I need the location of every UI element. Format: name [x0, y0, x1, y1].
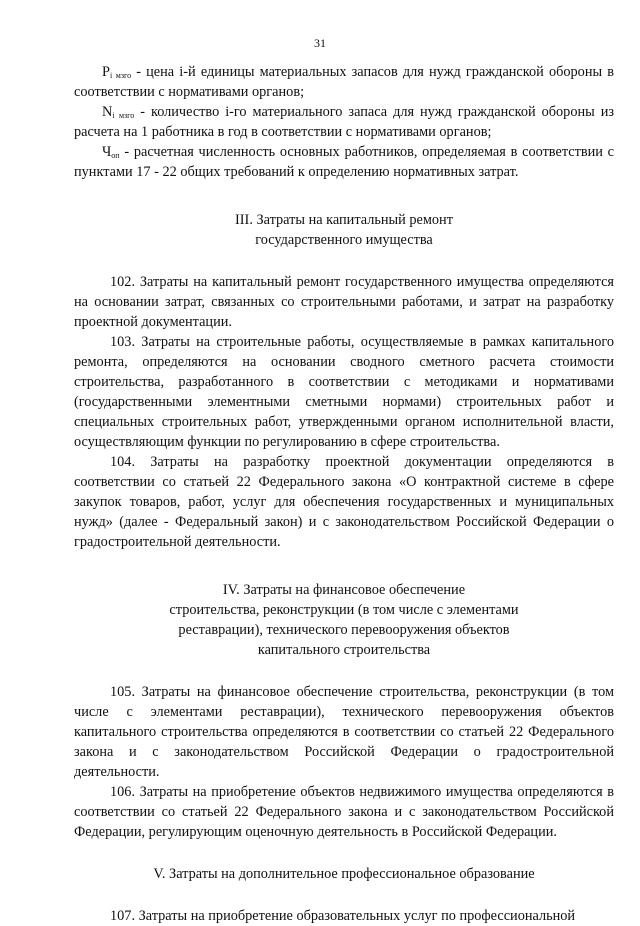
definition-n-quantity — [74, 102, 614, 142]
section-4-heading-line-3: реставрации), технического перевооружения объектов — [178, 622, 510, 638]
paragraph-104: 104. Затраты на разработку проектной документации определяются в соответствии со статьей 22 Федерального закона «О контрактной системе в сфере закупок товаров, работ, услуг для обеспечения государственных и муниципальных нужд» (далее - Федеральный закон) и с законодательством Российской Федерации о градостроительной деятельности. — [74, 454, 614, 550]
section-3-heading-line-1: III. Затраты на капитальный ремонт — [235, 212, 453, 228]
symbol-n-subscript: i мзго — [112, 111, 135, 120]
section-5-heading: V. Затраты на дополнительное профессиональное образование — [153, 866, 535, 882]
paragraph-107-container — [74, 906, 614, 926]
paragraph-105: 105. Затраты на финансовое обеспечение строительства, реконструкции (в том числе с элементами реставрации), технического перевооружения объектов капитального строительства определяются в соответствии со статьей 22 Федерального закона и с законодательством Российской Федерации о градостроительной деятельности. — [74, 684, 614, 780]
section-3-heading-line-2: государственного имущества — [255, 232, 433, 248]
symbol-n: N — [102, 104, 113, 120]
section-4-heading-line-1: IV. Затраты на финансовое обеспечение — [222, 582, 466, 598]
definition-n-text: - количество i-го материального запаса для нужд гражданской обороны из расчета на 1 работника в год в соответствии с нормативами органов; — [74, 104, 614, 140]
definition-ch-headcount — [74, 142, 614, 182]
paragraph-107: 107. Затраты на приобретение образовательных услуг по профессиональной — [110, 908, 576, 924]
paragraph-102: 102. Затраты на капитальный ремонт государственного имущества определяются на основании затрат, связанных со строительными работами, и затрат на разработку проектной документации. — [74, 274, 614, 330]
section-4-heading-line-2: строительства, реконструкции (в том числе с элементами — [169, 602, 519, 618]
definition-p-text: - цена i-й единицы материальных запасов для нужд гражданской обороны в соответствии с нормативами органов; — [74, 64, 614, 100]
symbol-p: P — [102, 64, 110, 80]
definition-p-price — [74, 62, 614, 102]
page-number: 31 — [314, 36, 326, 50]
paragraph-106: 106. Затраты на приобретение объектов недвижимого имущества определяются в соответствии со статьей 22 Федерального закона и с законодательством Российской Федерации, регулирующим оценочную деятельность в Российской Федерации. — [74, 784, 614, 840]
symbol-p-subscript: i мзго — [109, 71, 132, 80]
definition-ch-text: - расчетная численность основных работников, определяемая в соответствии с пунктами 17 - 22 общих требований к определению нормативных затрат. — [74, 144, 614, 180]
section-4-heading-line-4: капитального строительства — [257, 642, 431, 658]
symbol-ch: Ч — [102, 144, 112, 160]
paragraph-103: 103. Затраты на строительные работы, осуществляемые в рамках капитального ремонта, определяются на основании сводного сметного расчета стоимости строительства, разработанного в соответствии с методиками и нормативами (государственными элементными сметными нормами) строительных работ и специальных строительных работ, утвержденными органом исполнительной власти, осуществляющим функции по регулированию в сфере строительства. — [74, 334, 614, 450]
page-content — [74, 62, 614, 926]
symbol-ch-subscript: оп — [111, 151, 120, 160]
